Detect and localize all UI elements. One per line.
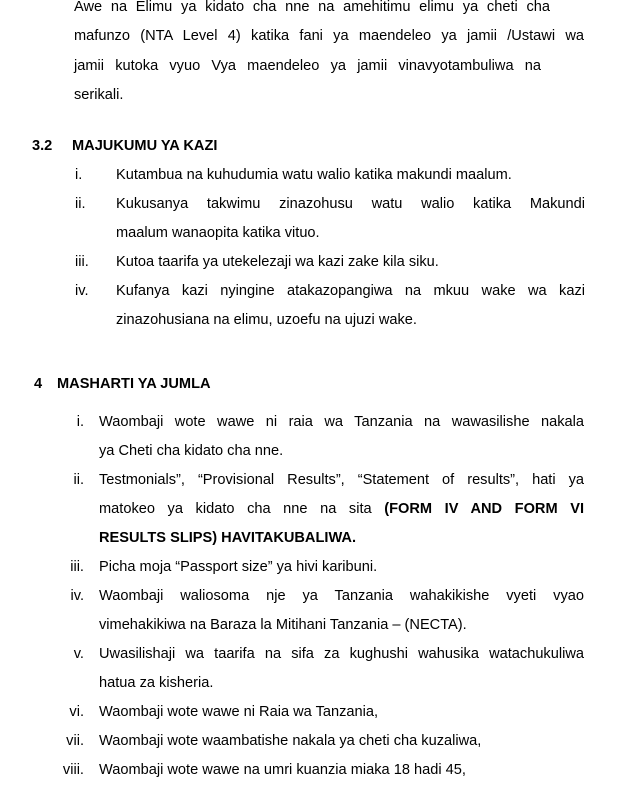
list-item-number: ii.: [75, 196, 86, 212]
list-item-number: ii.: [73, 472, 84, 488]
list-item-text: Waombaji wote wawe ni Raia wa Tanzania,: [99, 704, 379, 720]
list-item-number: i.: [76, 414, 84, 430]
list-item-number: iii.: [70, 559, 84, 575]
list-item-text: zinazohusiana na elimu, uzoefu na ujuzi wake.: [116, 312, 417, 328]
list-item-text: Kufanya kazi nyingine atakazopangiwa na mkuu wake wa kazi: [116, 283, 585, 299]
section-title: MASHARTI YA JUMLA: [57, 376, 211, 392]
list-item-text: Testmonials”, “Provisional Results”, “Statement of results”, hati ya: [99, 472, 584, 488]
list-item-text: maalum wanaopita katika vituo.: [116, 225, 320, 241]
section-number: 3.2: [32, 138, 53, 154]
list-item-text: ya Cheti cha kidato cha nne.: [99, 443, 284, 459]
intro-line: mafunzo (NTA Level 4) katika fani ya maendeleo ya jamii /Ustawi wa: [74, 28, 584, 44]
list-item-number: vii.: [66, 733, 84, 749]
intro-line: Awe na Elimu ya kidato cha nne na amehitimu elimu ya cheti cha: [74, 0, 550, 15]
list-item-number: iv.: [75, 283, 89, 299]
list-item-text: Waombaji wote wawe ni raia wa Tanzania na wawasilishe nakala: [99, 414, 584, 430]
list-item-text: Kukusanya takwimu zinazohusu watu walio katika Makundi: [116, 196, 585, 212]
list-item-number: v.: [73, 646, 84, 662]
intro-line: jamii kutoka vyuo Vya maendeleo ya jamii vinavyotambuliwa na: [74, 58, 541, 74]
list-item-text: vimehakikiwa na Baraza la Mitihani Tanzania – (NECTA).: [99, 617, 467, 633]
list-item-number: i.: [75, 167, 83, 183]
list-item-text-bold: RESULTS SLIPS) HAVITAKUBALIWA.: [99, 530, 357, 546]
list-item-text-normal: matokeo ya kidato cha nne na sita: [99, 501, 385, 517]
list-item-text: Kutoa taarifa ya utekelezaji wa kazi zake kila siku.: [116, 254, 439, 270]
list-item-text-bold: (FORM IV AND FORM VI: [384, 501, 584, 517]
list-item-number: vi.: [69, 704, 84, 720]
list-item-number: iv.: [70, 588, 84, 604]
list-item-text: Waombaji wote waambatishe nakala ya cheti cha kuzaliwa,: [99, 733, 482, 749]
section-title: MAJUKUMU YA KAZI: [72, 138, 218, 154]
list-item-text: Kutambua na kuhudumia watu walio katika makundi maalum.: [116, 167, 512, 183]
list-item-number: iii.: [75, 254, 89, 270]
list-item-number: viii.: [62, 762, 84, 778]
list-item-text: Uwasilishaji wa taarifa na sifa za kughushi wahusika watachukuliwa: [99, 646, 584, 662]
intro-line: serikali.: [74, 87, 124, 103]
list-item-text: Picha moja “Passport size” ya hivi karibuni.: [99, 559, 378, 575]
section-number: 4: [34, 376, 43, 392]
list-item-text: Waombaji wote wawe na umri kuanzia miaka 18 hadi 45,: [99, 762, 466, 778]
list-item-text: [99, 500, 584, 518]
list-item-text: hatua za kisheria.: [99, 675, 214, 691]
list-item-text: Waombaji waliosoma nje ya Tanzania wahakikishe vyeti vyao: [99, 588, 584, 604]
